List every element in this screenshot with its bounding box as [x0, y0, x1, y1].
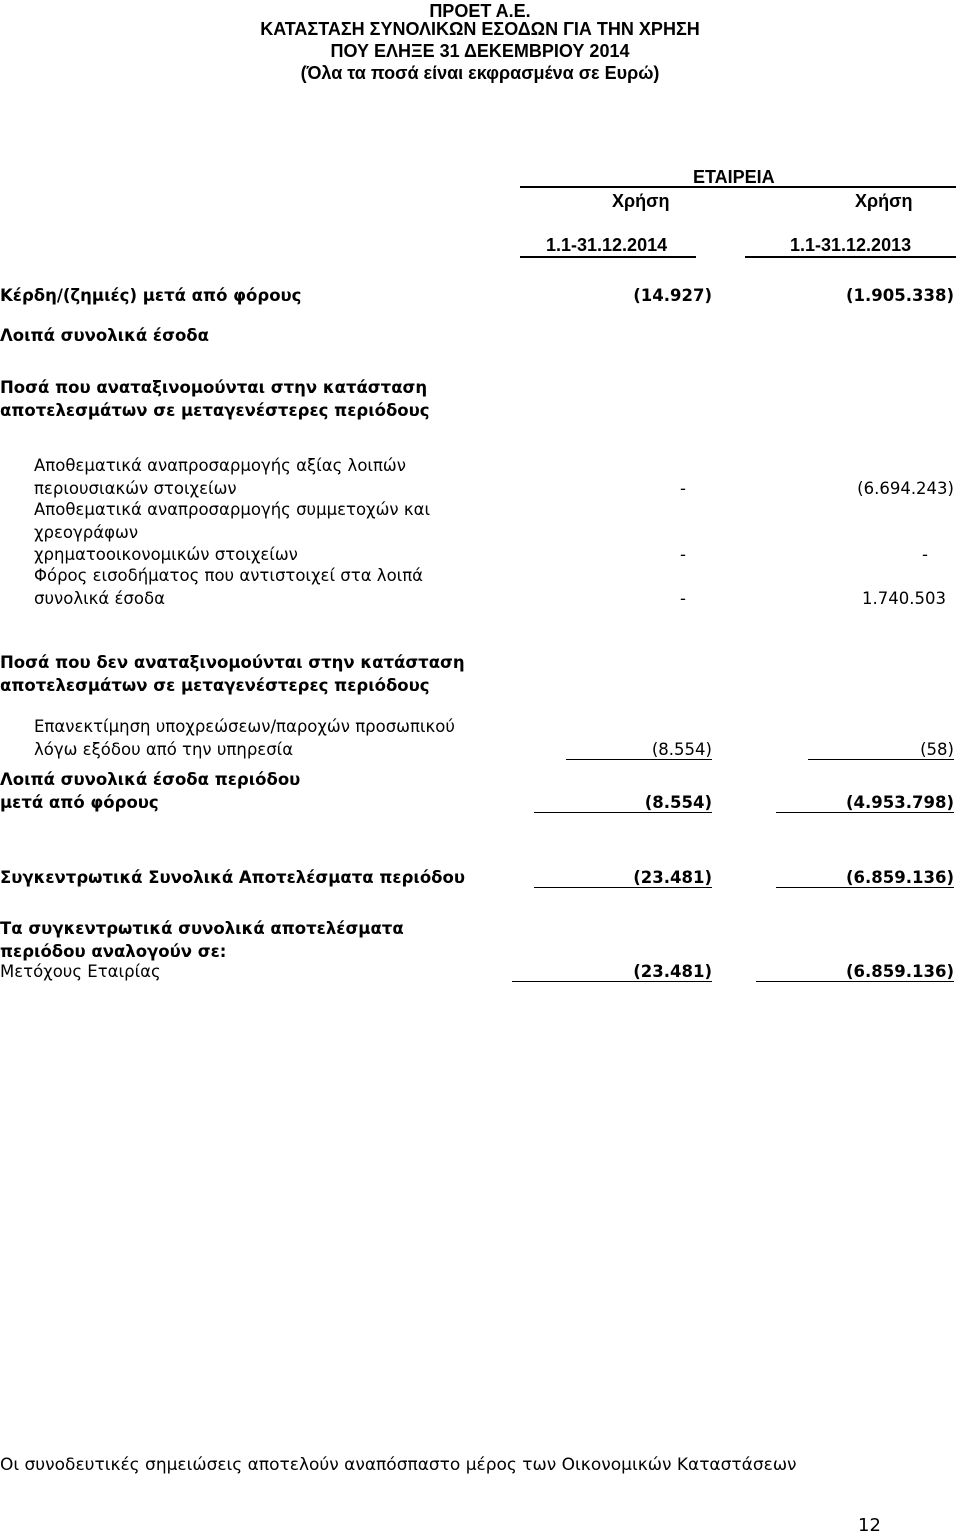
- income-tax-oci-2014: -: [680, 589, 686, 608]
- total-comprehensive-income-2014-rule: [534, 887, 712, 888]
- col2-period: 1.1-31.12.2013: [790, 235, 912, 255]
- total-comprehensive-income-2013: (6.859.136): [846, 868, 954, 887]
- col1-period: 1.1-31.12.2014: [546, 235, 668, 255]
- revaluation-other-assets-line2: περιουσιακών στοιχείων: [34, 479, 237, 498]
- shareholders-label: Μετόχους Εταιρίας: [0, 962, 161, 981]
- statement-title: ΚΑΤΑΣΤΑΣΗ ΣΥΝΟΛΙΚΩΝ ΕΣΟΔΩΝ ΓΙΑ ΤΗΝ ΧΡΗΣΗ: [260, 19, 700, 39]
- remeasurement-2014-rule: [566, 759, 712, 760]
- oci-heading: Λοιπά συνολικά έσοδα: [0, 326, 209, 345]
- shareholders-2014: (23.481): [633, 962, 712, 981]
- profit-after-tax-label: Κέρδη/(ζημιές) μετά από φόρους: [0, 286, 302, 305]
- oci-after-tax-line1: Λοιπά συνολικά έσοδα περιόδου: [0, 770, 301, 789]
- footer-note: Οι συνοδευτικές σημειώσεις αποτελούν αναπόσπαστο μέρος των Οικονομικών Καταστάσεων: [0, 1455, 797, 1475]
- reclassified-section-line1: Ποσά που αναταξινομούνται στην κατάσταση: [0, 378, 428, 397]
- reclassified-section-line2: αποτελεσμάτων σε μεταγενέστερες περιόδους: [0, 401, 430, 420]
- total-comprehensive-income-2013-rule: [776, 887, 954, 888]
- not-reclassified-section-line2: αποτελεσμάτων σε μεταγενέστερες περιόδους: [0, 676, 430, 695]
- column-group-rule: [520, 186, 956, 188]
- revaluation-securities-2014: -: [680, 545, 686, 564]
- revaluation-other-assets-2013: (6.694.243): [857, 479, 954, 498]
- column-group-label: ΕΤΑΙΡΕΙΑ: [693, 167, 775, 187]
- col2-label: Χρήση: [855, 191, 913, 211]
- revaluation-securities-2013: -: [922, 545, 928, 564]
- col1-period-rule: [520, 256, 696, 258]
- shareholders-2013: (6.859.136): [846, 962, 954, 981]
- oci-after-tax-2014: (8.554): [644, 793, 712, 812]
- attributable-section-line2: περιόδου αναλογούν σε:: [0, 942, 227, 961]
- remeasurement-2014: (8.554): [651, 740, 712, 759]
- oci-after-tax-2014-rule: [534, 812, 712, 813]
- attributable-section-line1: Τα συγκεντρωτικά συνολικά αποτελέσματα: [0, 919, 404, 938]
- remeasurement-line1: Επανεκτίμηση υποχρεώσεων/παροχών προσωπικού: [34, 717, 455, 736]
- col2-period-rule: [745, 256, 956, 258]
- remeasurement-line2: λόγω εξόδου από την υπηρεσία: [34, 740, 294, 759]
- not-reclassified-section-line1: Ποσά που δεν αναταξινομούνται στην κατάσταση: [0, 653, 465, 672]
- total-comprehensive-income-2014: (23.481): [633, 868, 712, 887]
- shareholders-2014-rule: [512, 981, 712, 982]
- oci-after-tax-2013-rule: [776, 812, 954, 813]
- total-comprehensive-income-label: Συγκεντρωτικά Συνολικά Αποτελέσματα περιόδου: [0, 868, 465, 887]
- remeasurement-2013: (58): [920, 740, 954, 759]
- oci-after-tax-2013: (4.953.798): [846, 793, 954, 812]
- profit-after-tax-2013: (1.905.338): [846, 286, 954, 305]
- shareholders-2013-rule: [756, 981, 954, 982]
- oci-after-tax-line2: μετά από φόρους: [0, 793, 159, 812]
- remeasurement-2013-rule: [808, 759, 954, 760]
- revaluation-other-assets-2014: -: [680, 479, 686, 498]
- period-title: ΠΟΥ ΕΛΗΞΕ 31 ΔΕΚΕΜΒΡΙΟΥ 2014: [330, 41, 630, 61]
- profit-after-tax-2014: (14.927): [633, 286, 712, 305]
- revaluation-securities-line3: χρηματοοικονομικών στοιχείων: [34, 545, 298, 564]
- currency-note: (Όλα τα ποσά είναι εκφρασμένα σε Ευρώ): [300, 63, 660, 83]
- page-number: 12: [858, 1515, 881, 1536]
- income-tax-oci-line1: Φόρος εισοδήματος που αντιστοιχεί στα λοιπά: [34, 566, 424, 585]
- company-name: ΠΡΟΕΤ Α.Ε.: [429, 1, 531, 21]
- income-tax-oci-2013: 1.740.503: [862, 589, 946, 608]
- income-tax-oci-line2: συνολικά έσοδα: [34, 589, 165, 608]
- col1-label: Χρήση: [612, 191, 670, 211]
- revaluation-securities-line1: Αποθεματικά αναπροσαρμογής συμμετοχών και: [34, 500, 431, 519]
- revaluation-securities-line2: χρεογράφων: [34, 523, 139, 542]
- revaluation-other-assets-line1: Αποθεματικά αναπροσαρμογής αξίας λοιπών: [34, 456, 406, 475]
